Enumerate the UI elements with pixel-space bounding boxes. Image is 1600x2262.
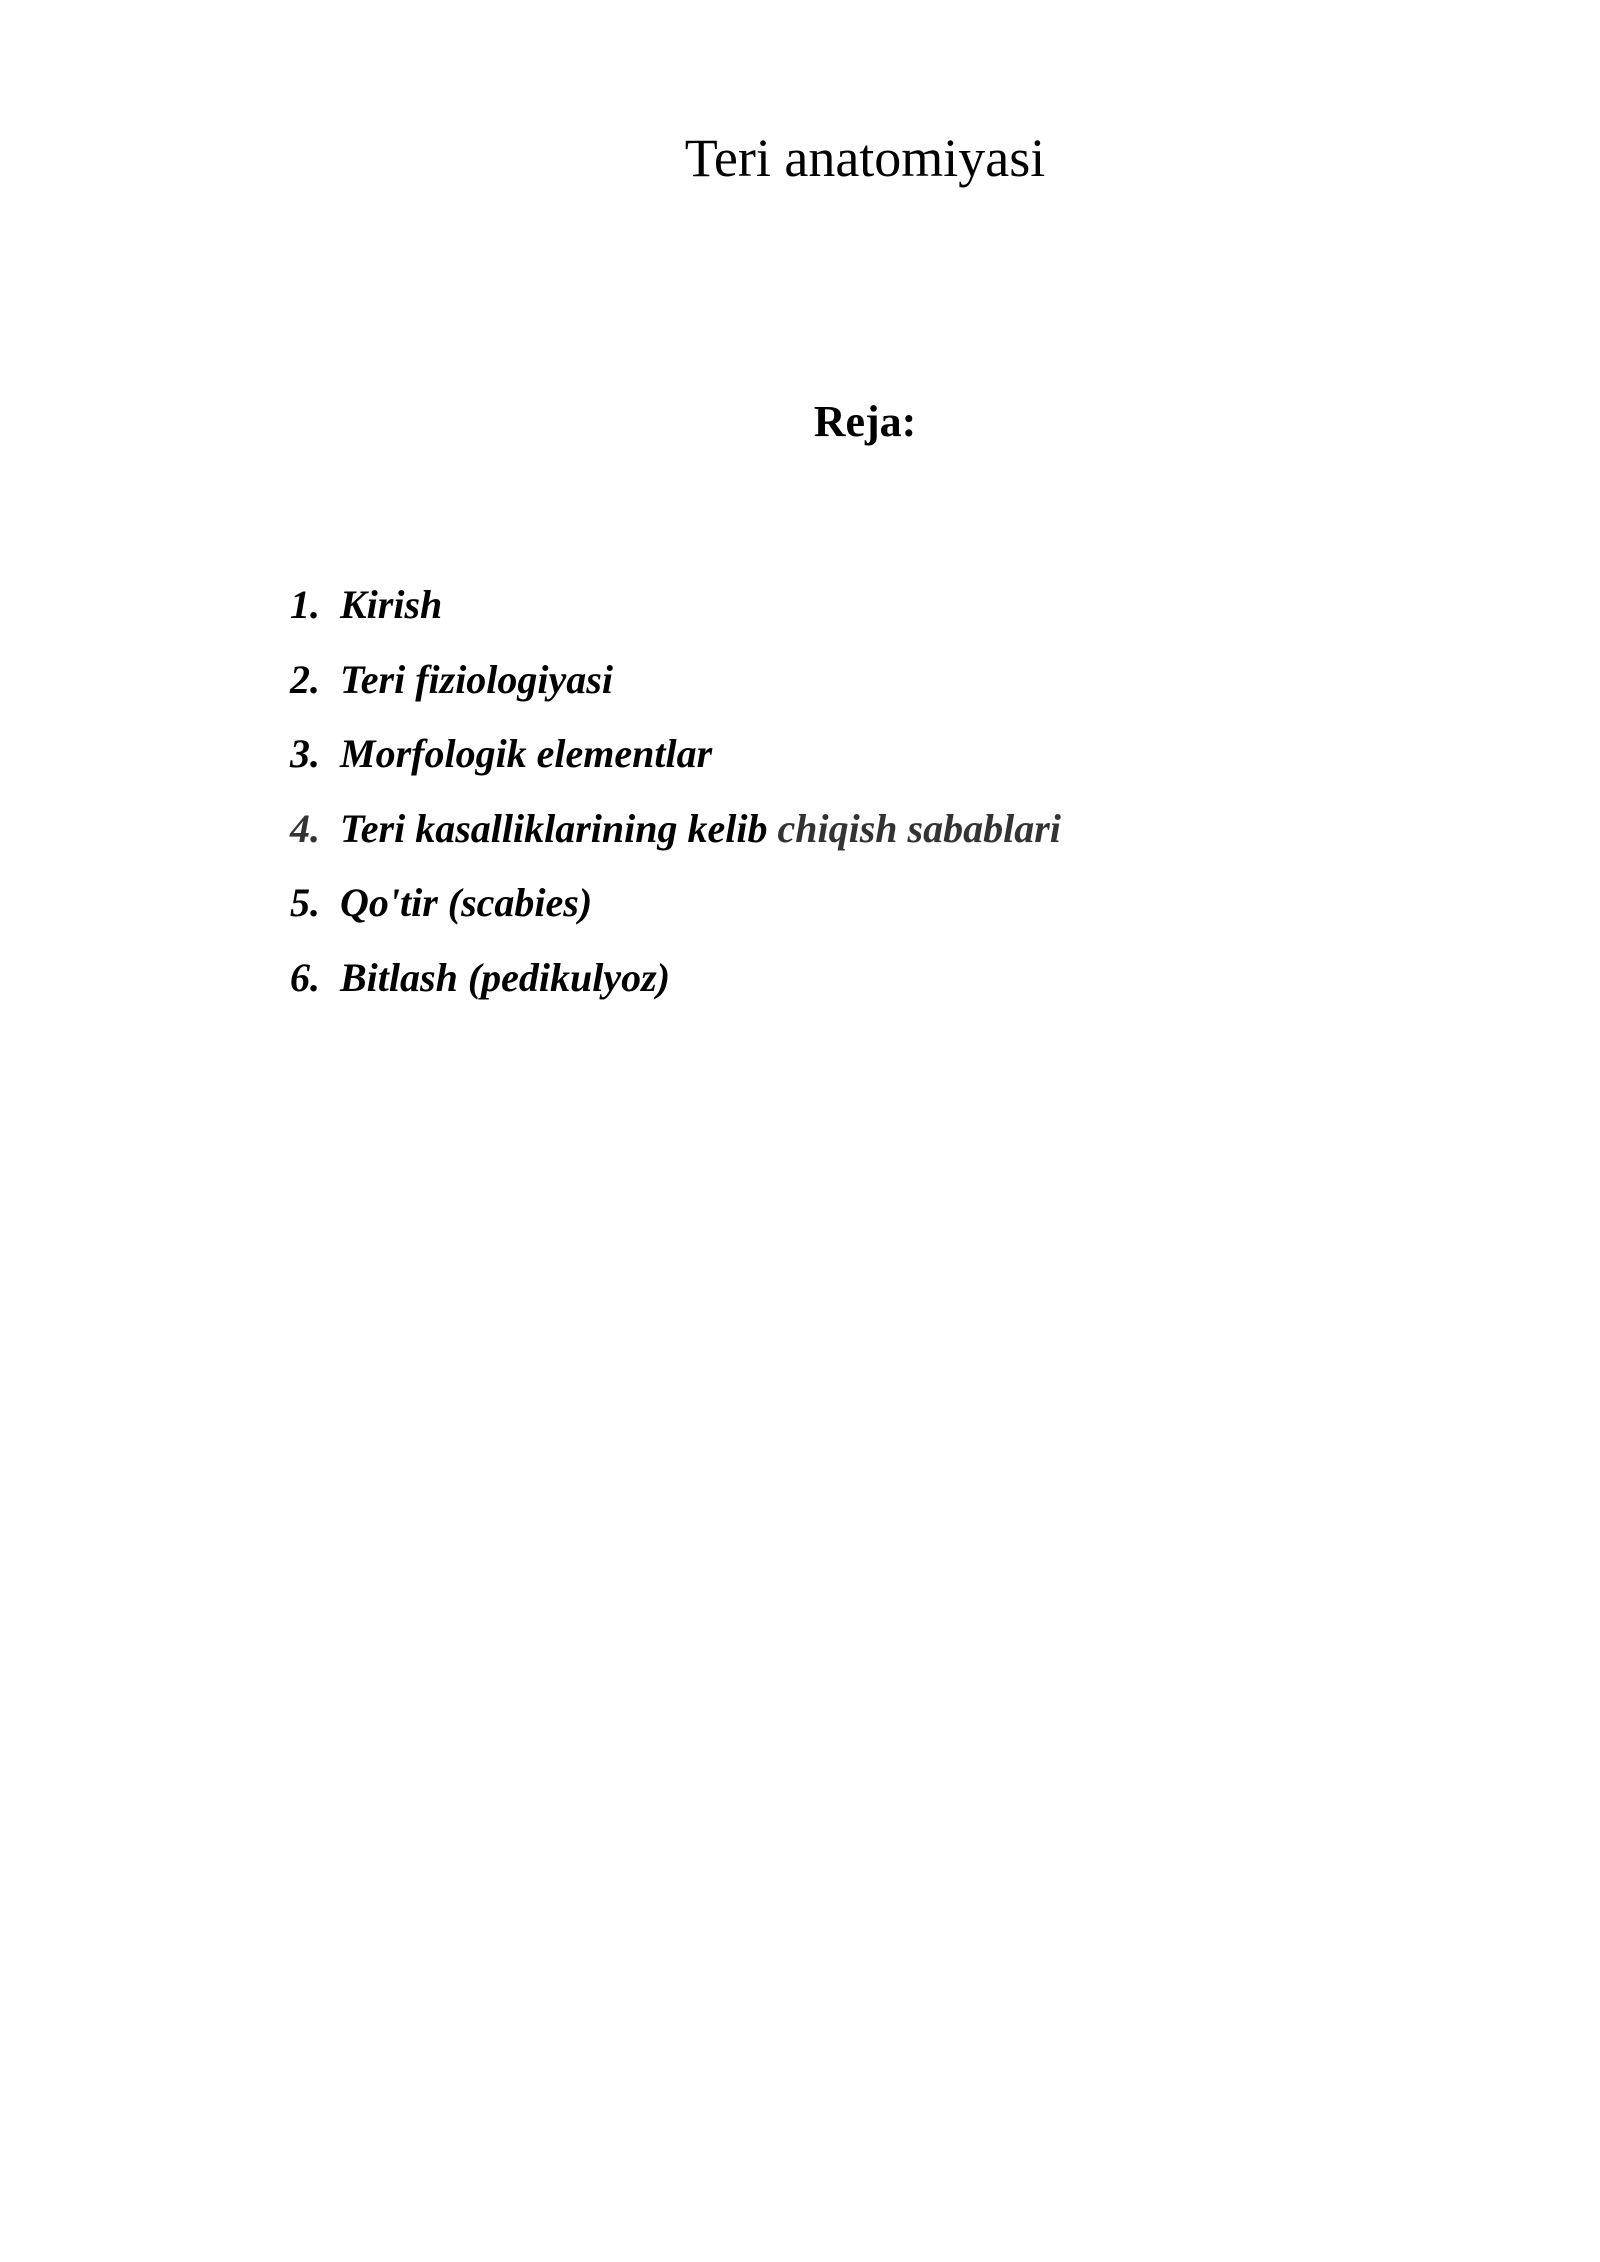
plan-list (290, 568, 1061, 1016)
plan-item-number: 2. (290, 656, 320, 702)
plan-item-text: Teri kasalliklarining kelib (340, 805, 768, 851)
plan-item-text: Qo'tir (scabies) (340, 880, 593, 926)
plan-heading: Reja: (813, 397, 917, 446)
plan-item-number: 3. (290, 731, 320, 777)
plan-item-1 (290, 568, 1061, 643)
plan-item-6 (290, 941, 1061, 1016)
plan-item-text: Bitlash (pedikulyoz) (340, 954, 671, 1000)
plan-item-number: 1. (290, 582, 320, 627)
plan-item-text: Teri fiziologiyasi (340, 656, 613, 702)
plan-item-4 (290, 792, 1061, 867)
plan-item-text: Morfologik elementlar (340, 731, 713, 777)
plan-item-number: 4. (290, 805, 320, 851)
plan-item-text: Kirish (340, 582, 443, 627)
plan-item-number: 5. (290, 880, 320, 926)
plan-item-text-tail: chiqish sabablari (767, 805, 1061, 851)
plan-item-3 (290, 717, 1061, 792)
plan-item-5 (290, 866, 1061, 941)
plan-item-number: 6. (290, 954, 320, 1000)
document-title: Teri anatomiyasi (684, 128, 1046, 188)
plan-item-2 (290, 643, 1061, 718)
